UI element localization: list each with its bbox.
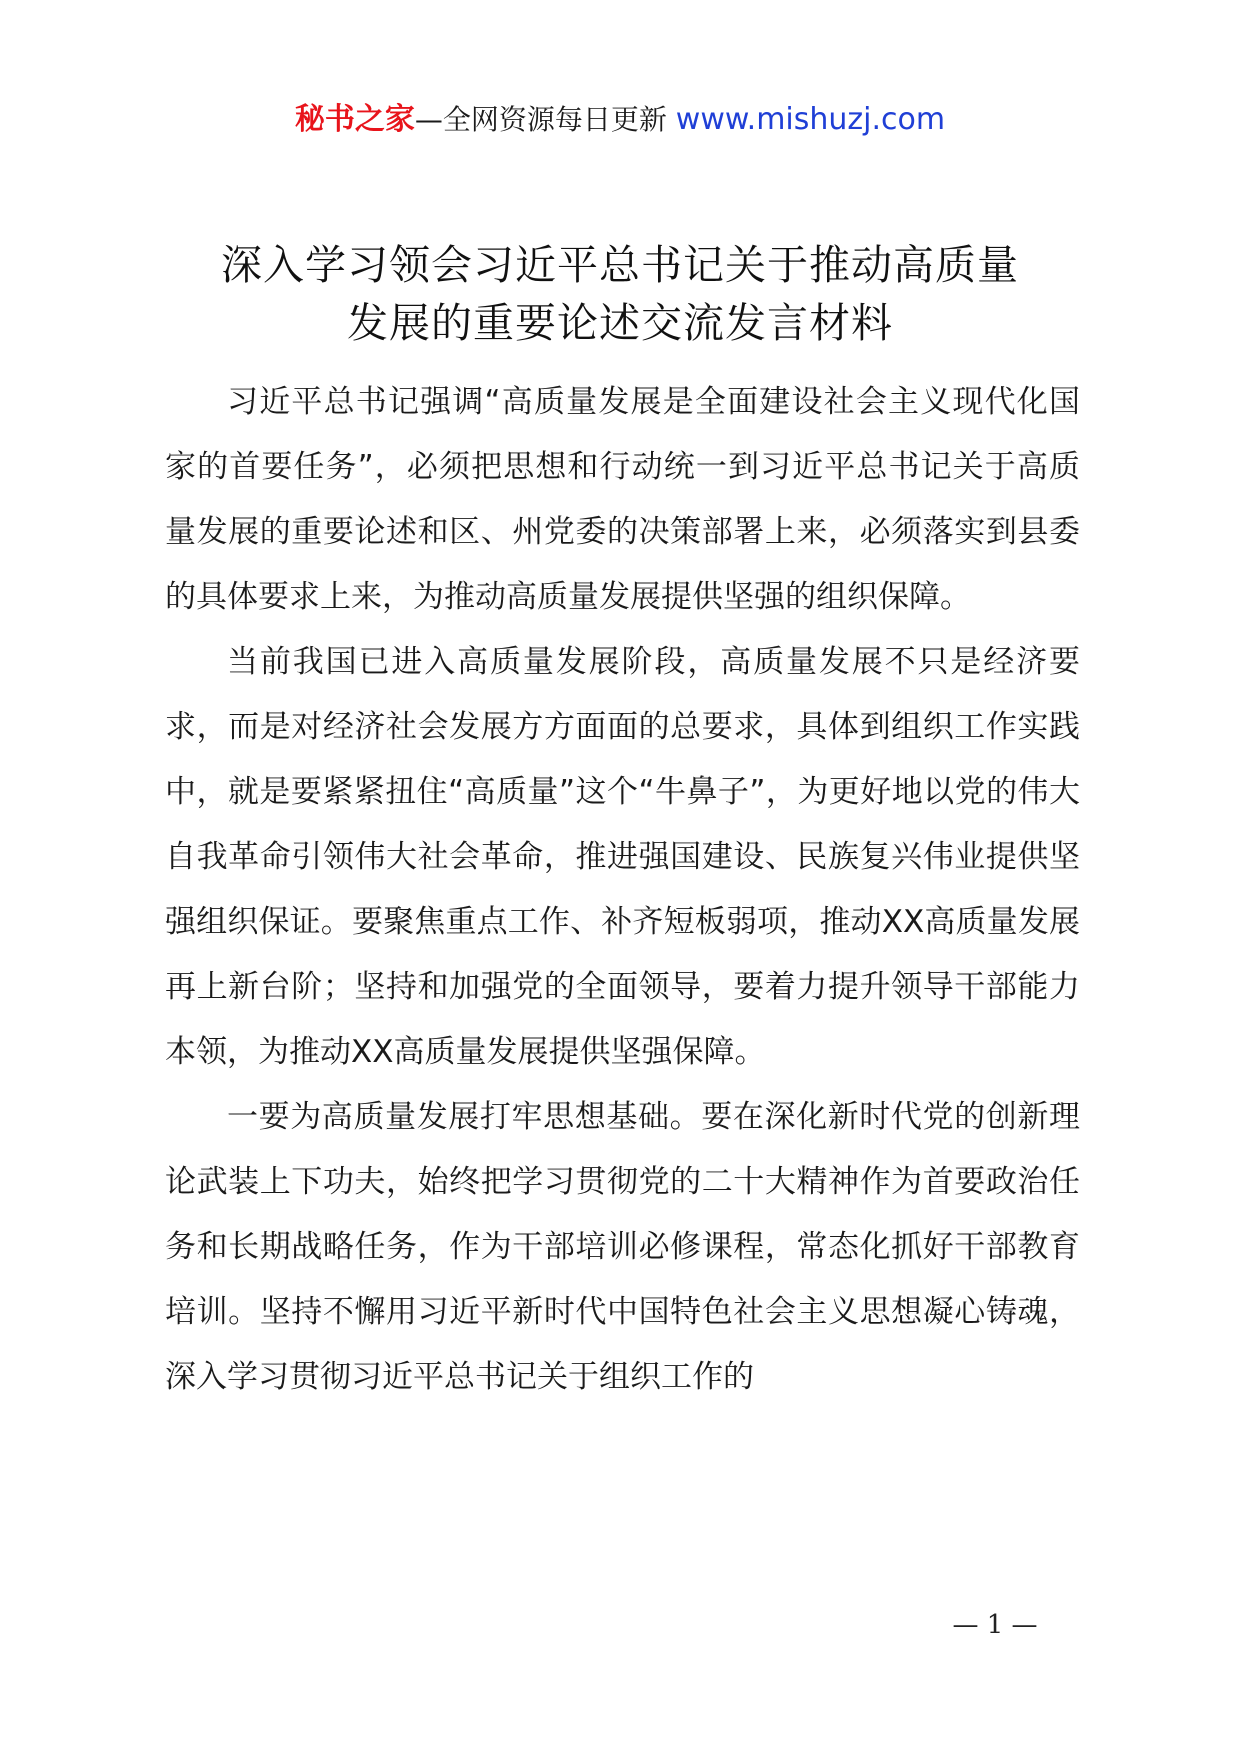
body-paragraph: 习近平总书记强调“高质量发展是全面建设社会主义现代化国家的首要任务”，必须把思想和行动统一到习近平总书记关于高质量发展的重要论述和区、州党委的决策部署上来，必须落实到县委的具体要求上来，为推动高质量发展提供坚强的组织保障。	[165, 384, 1080, 615]
site-slogan: —全网资源每日更新	[414, 103, 676, 136]
site-header	[0, 100, 1240, 140]
site-url[interactable]: www.mishuzj.com	[675, 102, 946, 137]
body-paragraph: 一要为高质量发展打牢思想基础。要在深化新时代党的创新理论武装上下功夫，始终把学习贯彻党的二十大精神作为首要政治任务和长期战略任务，作为干部培训必修课程，常态化抓好干部教育培训。坚持不懈用习近平新时代中国特色社会主义思想凝心铸魂，深入学习贯彻习近平总书记关于组织工作的	[165, 1099, 1080, 1395]
site-brand: 秘书之家	[294, 102, 415, 137]
document-body	[165, 370, 1080, 1410]
page-number: — 1 —	[952, 1610, 1038, 1640]
document-title-line-2: 发展的重要论述交流发言材料	[347, 299, 893, 347]
document-title-line-1: 深入学习领会习近平总书记关于推动高质量	[221, 241, 1019, 289]
body-paragraph: 当前我国已进入高质量发展阶段，高质量发展不只是经济要求，而是对经济社会发展方方面面的总要求，具体到组织工作实践中，就是要紧紧扭住“高质量”这个“牛鼻子”，为更好地以党的伟大自我革命引领伟大社会革命，推进强国建设、民族复兴伟业提供坚强组织保证。要聚焦重点工作、补齐短板弱项，推动XX高质量发展再上新台阶；坚持和加强党的全面领导，要着力提升领导干部能力本领，为推动XX高质量发展提供坚强保障。	[165, 644, 1080, 1070]
document-title	[150, 236, 1090, 352]
